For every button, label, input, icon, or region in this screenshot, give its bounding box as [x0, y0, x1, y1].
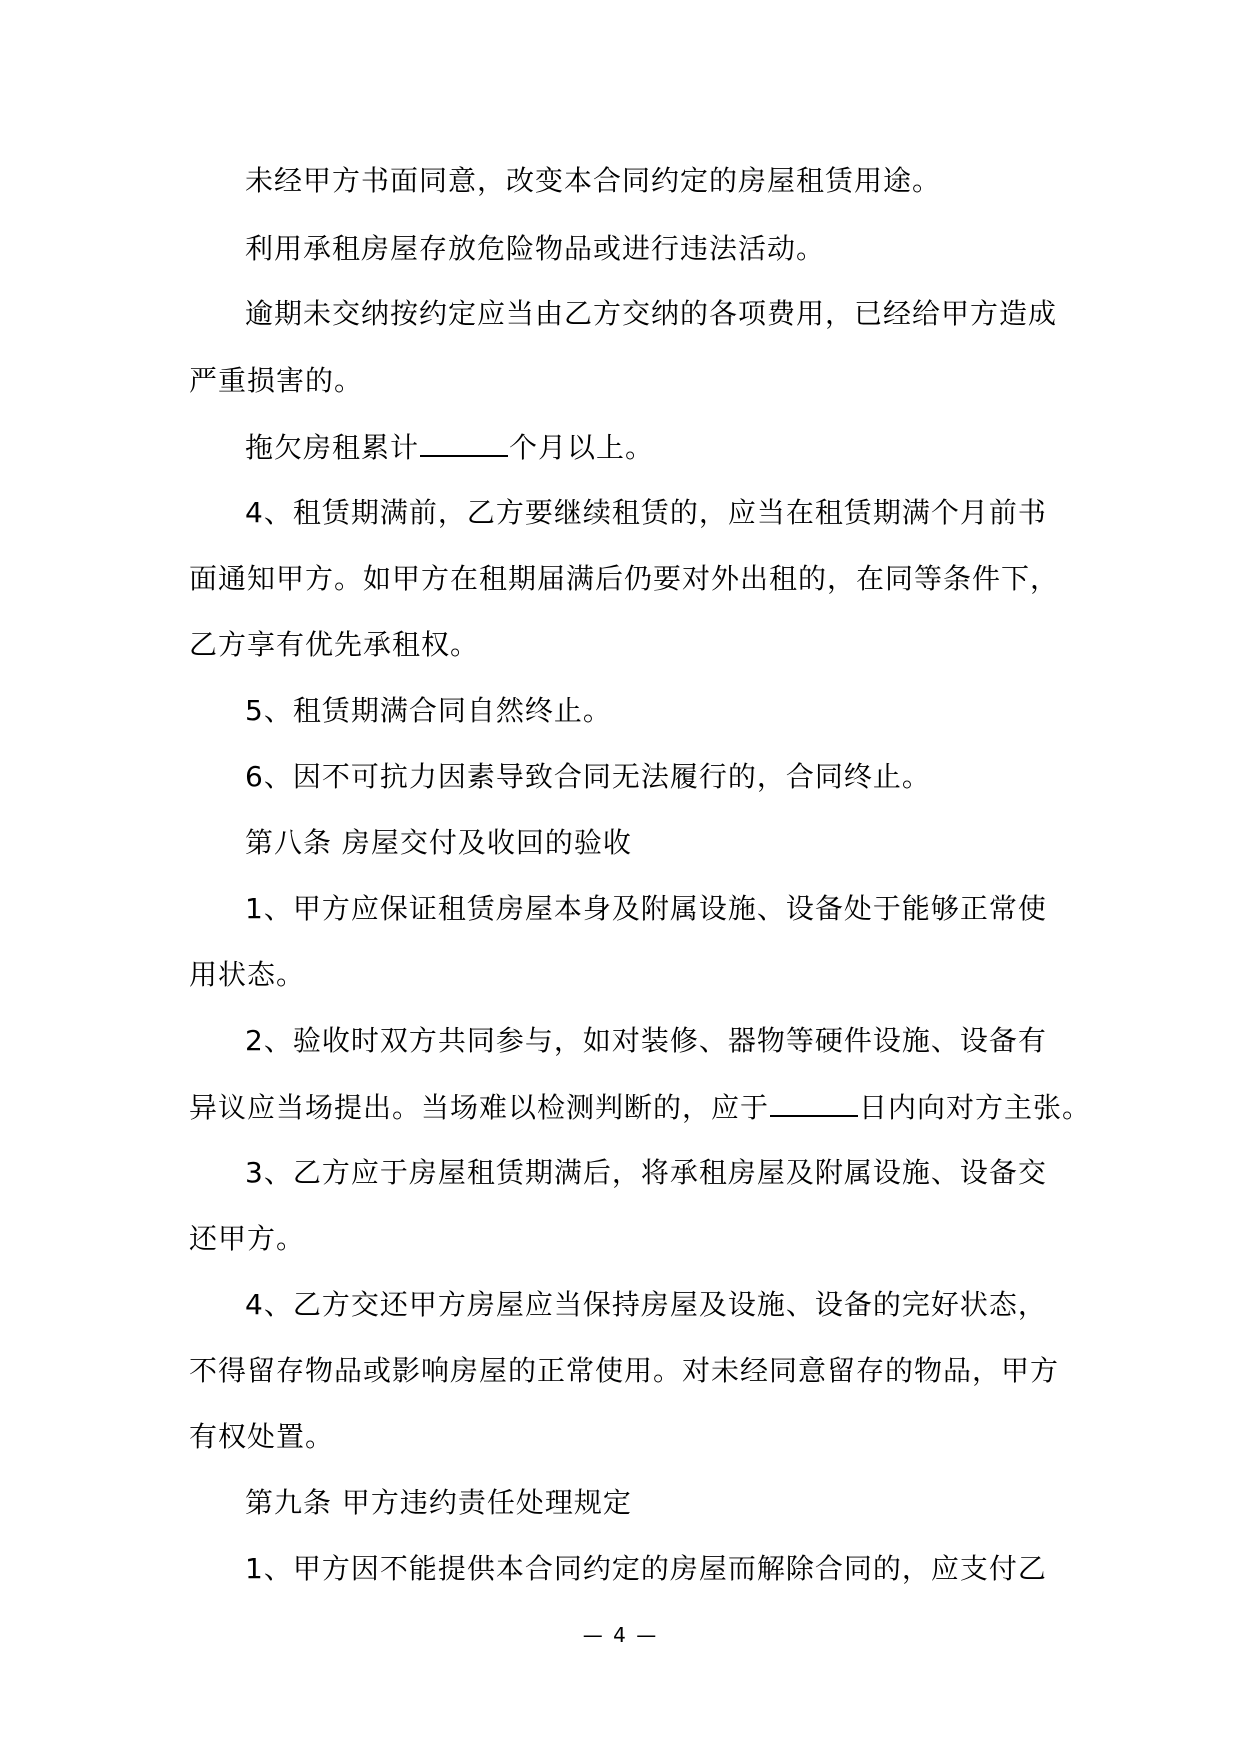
paragraph-line: 4、租赁期满前，乙方要继续租赁的，应当在租赁期满个月前书 [245, 496, 1047, 529]
paragraph-line: 乙方享有优先承租权。 [189, 628, 480, 661]
line-text-after-blank: 日内向对方主张。 [859, 1091, 1092, 1124]
paragraph-line: 5、租赁期满合同自然终止。 [245, 694, 612, 727]
paragraph-line: 面通知甲方。如甲方在租期届满后仍要对外出租的，在同等条件下， [189, 562, 1060, 595]
fill-in-blank [420, 429, 508, 457]
paragraph-line: 不得留存物品或影响房屋的正常使用。对未经同意留存的物品，甲方 [189, 1354, 1060, 1387]
paragraph-line: 用状态。 [189, 958, 306, 991]
page-number: — 4 — [582, 1623, 659, 1647]
section-heading: 第九条 甲方违约责任处理规定 [245, 1486, 632, 1519]
paragraph-line-with-blank [189, 1089, 1092, 1126]
paragraph-line: 有权处置。 [189, 1420, 335, 1453]
section-heading: 第八条 房屋交付及收回的验收 [245, 826, 632, 859]
paragraph-line: 3、乙方应于房屋租赁期满后，将承租房屋及附属设施、设备交 [245, 1156, 1047, 1189]
paragraph-line: 4、乙方交还甲方房屋应当保持房屋及设施、设备的完好状态， [245, 1288, 1047, 1321]
line-text-after-blank: 个月以上。 [509, 431, 655, 464]
paragraph-line: 逾期未交纳按约定应当由乙方交纳的各项费用，已经给甲方造成 [245, 297, 1058, 330]
paragraph-line: 利用承租房屋存放危险物品或进行违法活动。 [245, 232, 826, 265]
paragraph-line: 1、甲方应保证租赁房屋本身及附属设施、设备处于能够正常使 [245, 892, 1047, 925]
fill-in-blank [770, 1089, 858, 1117]
paragraph-line: 还甲方。 [189, 1222, 306, 1255]
paragraph-line: 6、因不可抗力因素导致合同无法履行的，合同终止。 [245, 760, 931, 793]
paragraph-line: 2、验收时双方共同参与，如对装修、器物等硬件设施、设备有 [245, 1024, 1047, 1057]
paragraph-line: 未经甲方书面同意，改变本合同约定的房屋租赁用途。 [245, 164, 942, 197]
paragraph-line-with-blank [245, 429, 1125, 466]
line-text-before-blank: 异议应当场提出。当场难以检测判断的，应于 [189, 1091, 770, 1124]
paragraph-line: 严重损害的。 [189, 364, 364, 397]
line-text-before-blank: 拖欠房租累计 [245, 431, 420, 464]
paragraph-line: 1、甲方因不能提供本合同约定的房屋而解除合同的，应支付乙 [245, 1552, 1047, 1585]
